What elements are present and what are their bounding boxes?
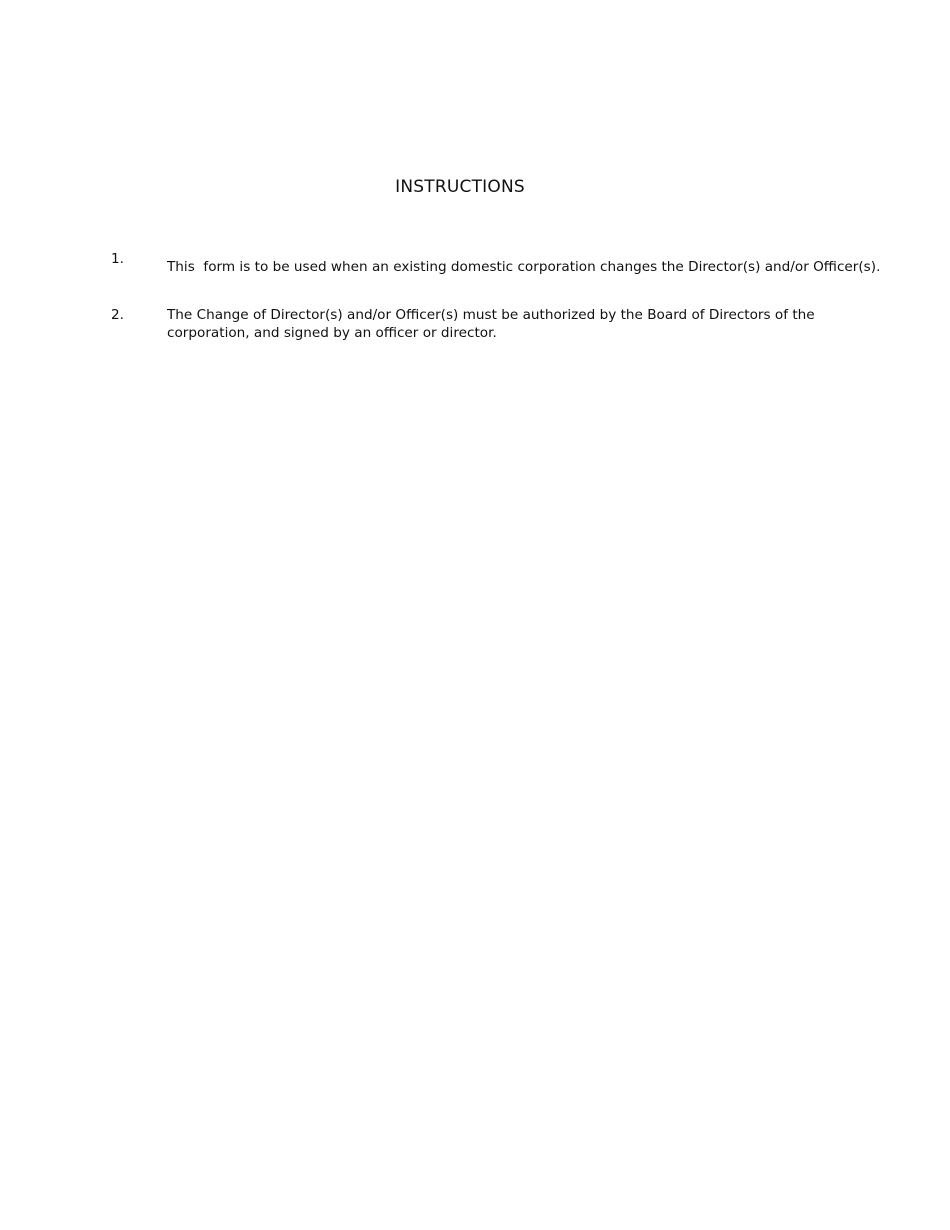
item-text: The Change of Director(s) and/or Officer(s) must be authorized by the Board of Directors of the corporation, and signed by an officer or director.	[167, 307, 815, 341]
item-number: 1.	[111, 251, 124, 267]
page-title: INSTRUCTIONS	[395, 177, 525, 197]
item-number: 2.	[111, 307, 124, 323]
item-text: This form is to be used when an existing domestic corporation changes the Director(s) and/or Officer(s).	[167, 259, 881, 275]
